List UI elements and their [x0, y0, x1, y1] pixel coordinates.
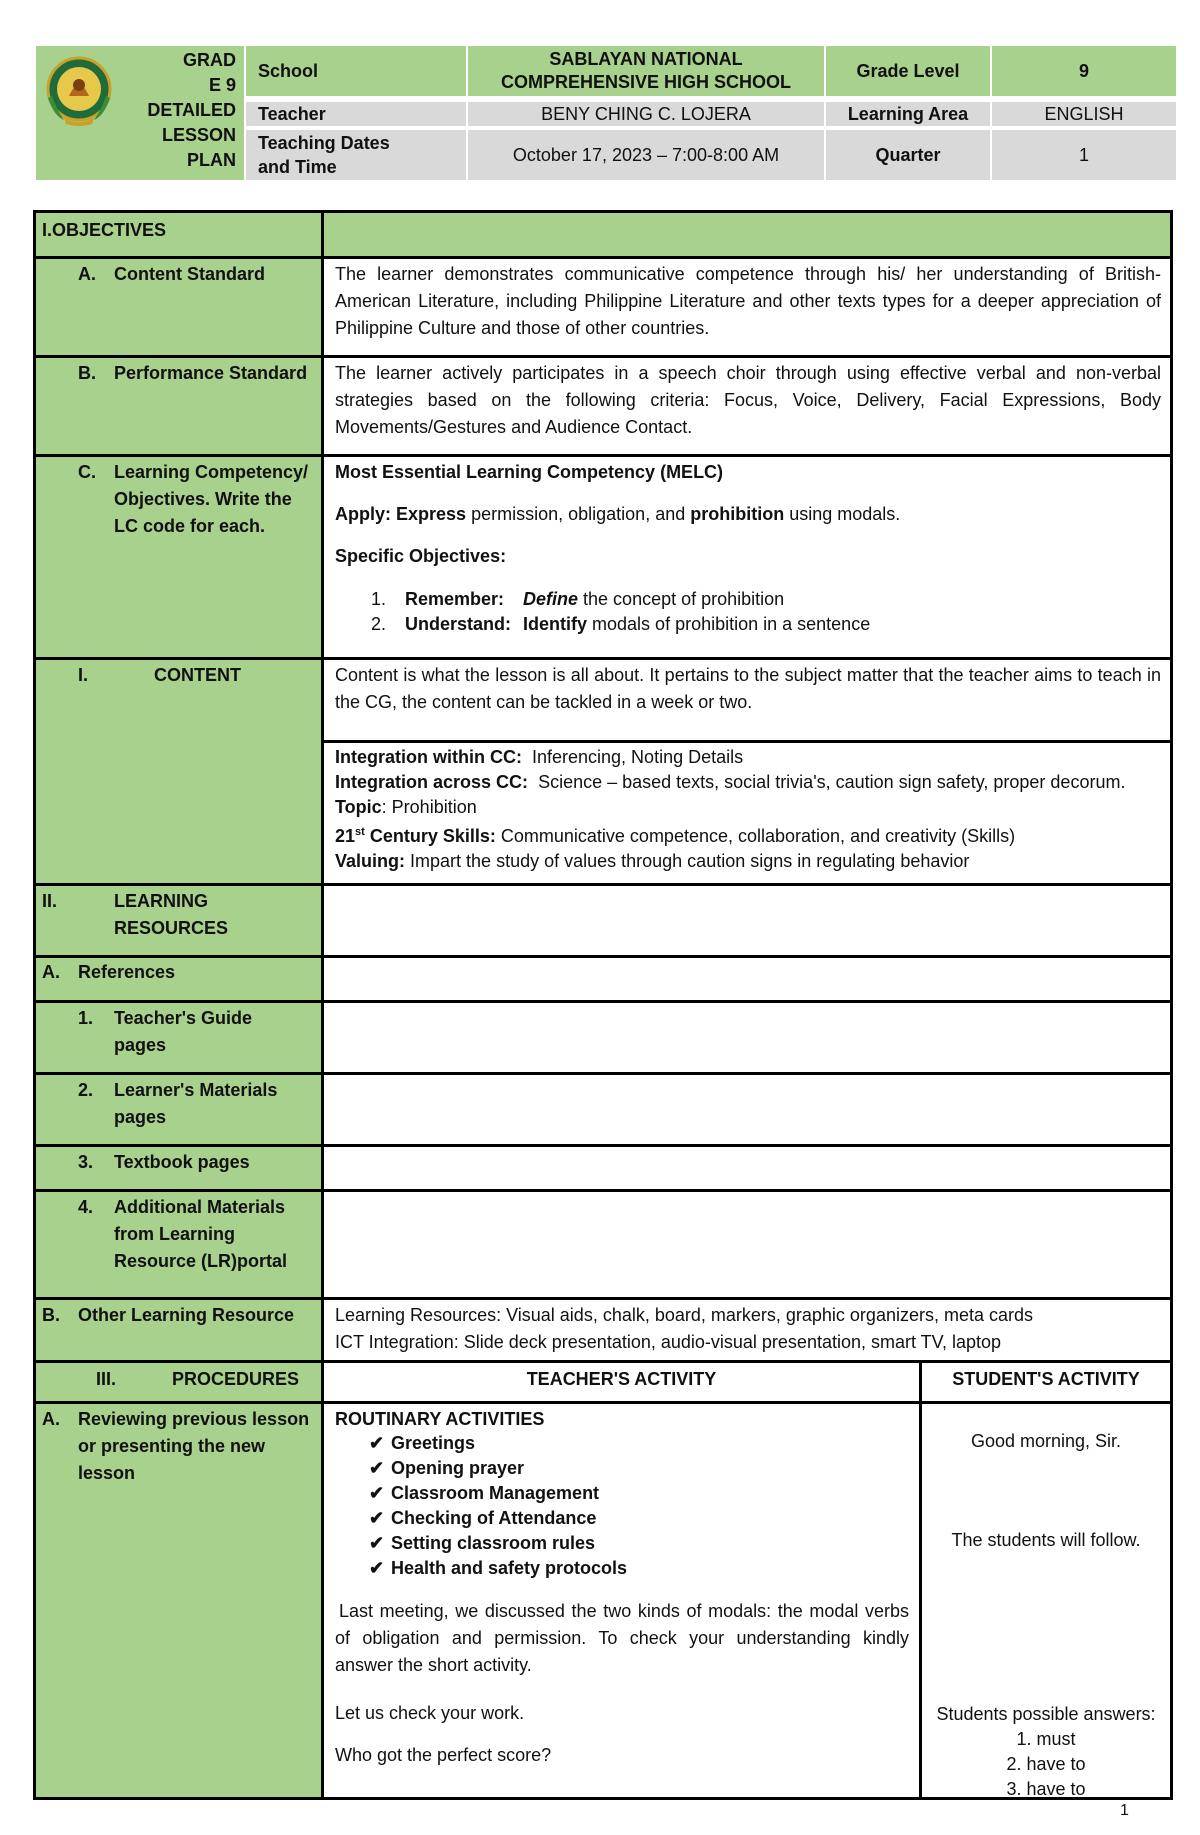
checkmark-icon: ✔	[369, 1483, 385, 1503]
lesson-plan-table	[33, 210, 1173, 1800]
century-skills: 21st Century Skills: Communicative competence, collaboration, and creativity (Skills)	[335, 826, 1016, 846]
melc-heading: Most Essential Learning Competency (MELC)	[335, 462, 724, 482]
routine-item: ✔ Greetings	[369, 1431, 627, 1456]
row-divider	[36, 355, 1170, 358]
teacher-value: BENY CHING C. LOJERA	[468, 102, 824, 126]
plan-title: GRAD E 9 DETAILED LESSON PLAN	[147, 50, 236, 170]
content-num: I.	[78, 665, 89, 685]
content-standard-num: A.	[78, 264, 96, 284]
row-divider	[36, 657, 1170, 660]
content-standard-text: The learner demonstrates communicative competence through his/ her understanding of British-American Literature, including Philippine Literature and other texts types for a deeper appreciation of Philippine Culture and those of other countries.	[335, 264, 1161, 338]
checkmark-icon: ✔	[369, 1533, 385, 1553]
school-seal-icon	[44, 52, 114, 126]
textbook-label: Textbook pages	[114, 1152, 250, 1172]
school-label: School	[246, 46, 466, 96]
quarter-value: 1	[992, 130, 1176, 180]
student-follow: The students will follow.	[951, 1530, 1141, 1550]
content-integration-block	[335, 745, 1125, 874]
resources-label: LEARNING RESOURCES	[114, 891, 229, 938]
checkmark-icon: ✔	[369, 1558, 385, 1578]
teaching-dates-value: October 17, 2023 – 7:00-8:00 AM	[468, 130, 824, 180]
teacher-label: Teacher	[246, 102, 466, 126]
additional-materials-label: Additional Materials from Learning Resource (LR)portal	[114, 1197, 288, 1271]
grade-level-value: 9	[992, 46, 1176, 96]
procedures-num: III.	[96, 1369, 117, 1389]
reviewing-label: Reviewing previous lesson or presenting the new lesson	[78, 1409, 310, 1483]
routine-item: ✔ Setting classroom rules	[369, 1531, 627, 1556]
other-resource-text: Learning Resources: Visual aids, chalk, board, markers, graphic organizers, meta cards ICT Integration: Slide deck presentation, audio-visual presentation, smart TV, laptop	[335, 1305, 1034, 1352]
reviewing-num: A.	[42, 1409, 60, 1429]
header-title-cell	[36, 46, 244, 180]
row-divider	[36, 1072, 1170, 1075]
performance-standard-text: The learner actively participates in a speech choir through using effective verbal and non-verbal strategies based on the following criteria: Focus, Voice, Delivery, Facial Expressions, Body Movements/Gestures and Audience Contact.	[335, 363, 1161, 437]
routine-item: ✔ Health and safety protocols	[369, 1556, 627, 1581]
school-name: SABLAYAN NATIONAL COMPREHENSIVE HIGH SCHOOL	[468, 46, 824, 96]
row-divider	[36, 256, 1170, 259]
teachers-guide-num: 1.	[78, 1008, 94, 1028]
teaching-dates-label: Teaching Dates and Time	[246, 130, 466, 180]
specific-objective-item: 2. Understand: Identify modals of prohibition in a sentence	[371, 614, 871, 634]
learners-materials-label: Learner's Materials pages	[114, 1080, 278, 1127]
integration-within: Integration within CC: Inferencing, Noting Details	[335, 747, 744, 767]
integration-across: Integration across CC: Science – based texts, social trivia's, caution sign safety, proper decorum.	[335, 772, 1126, 792]
learning-competency-num: C.	[78, 462, 96, 482]
additional-materials-num: 4.	[78, 1197, 94, 1217]
row-divider	[36, 1144, 1170, 1147]
learning-area-label: Learning Area	[826, 102, 990, 126]
content-label: CONTENT	[154, 665, 241, 685]
references-num: A.	[42, 962, 60, 982]
student-activity-header: STUDENT'S ACTIVITY	[952, 1369, 1140, 1389]
resources-num: II.	[42, 891, 58, 911]
checkmark-icon: ✔	[369, 1433, 385, 1453]
routinary-heading: ROUTINARY ACTIVITIES	[335, 1409, 545, 1429]
valuing: Valuing: Impart the study of values through caution signs in regulating behavior	[335, 851, 970, 871]
apply-objective: Apply: Express permission, obligation, and prohibition using modals.	[335, 504, 901, 524]
page-number: 1	[1120, 1802, 1129, 1819]
routine-item: ✔ Checking of Attendance	[369, 1506, 627, 1531]
student-answers: Students possible answers: 1. must 2. have to 3. have to	[936, 1704, 1156, 1799]
checkmark-icon: ✔	[369, 1458, 385, 1478]
performance-standard-label: Performance Standard	[114, 363, 308, 383]
row-divider	[36, 955, 1170, 958]
content-description: Content is what the lesson is all about. It pertains to the subject matter that the teacher aims to teach in the CG, the content can be tackled in a week or two.	[335, 665, 1161, 712]
routine-item: ✔ Classroom Management	[369, 1481, 627, 1506]
row-divider	[36, 1401, 1170, 1404]
specific-objectives-heading: Specific Objectives:	[335, 546, 507, 566]
specific-objective-item: 1. Remember: Define the concept of prohibition	[371, 589, 785, 609]
row-divider	[36, 1297, 1170, 1300]
row-divider	[324, 740, 1170, 743]
grade-level-label: Grade Level	[826, 46, 990, 96]
row-divider	[36, 454, 1170, 457]
row-divider	[36, 1360, 1170, 1363]
performance-standard-num: B.	[78, 363, 96, 383]
objectives-heading: I.OBJECTIVES	[42, 220, 167, 240]
routine-item: ✔ Opening prayer	[369, 1456, 627, 1481]
review-text: Last meeting, we discussed the two kinds of modals: the modal verbs of obligation and permission. To check your understanding kindly answer the short activity.	[335, 1601, 909, 1675]
objectives-heading-fill	[324, 213, 1170, 256]
references-label: References	[78, 962, 176, 982]
routinary-list	[369, 1431, 627, 1581]
header-table	[36, 46, 1176, 180]
row-divider	[36, 1000, 1170, 1003]
other-resource-label: Other Learning Resource	[78, 1305, 295, 1325]
topic: Topic: Prohibition	[335, 797, 477, 817]
teachers-guide-label: Teacher's Guide pages	[114, 1008, 252, 1055]
learning-competency-label: Learning Competency/ Objectives. Write the LC code for each.	[114, 462, 309, 536]
content-standard-label: Content Standard	[114, 264, 265, 284]
procedures-label: PROCEDURES	[172, 1369, 300, 1389]
check-work-text: Let us check your work.	[335, 1703, 525, 1723]
quarter-label: Quarter	[826, 130, 990, 180]
student-greeting: Good morning, Sir.	[970, 1431, 1122, 1451]
learners-materials-num: 2.	[78, 1080, 94, 1100]
row-divider	[36, 883, 1170, 886]
other-resource-num: B.	[42, 1305, 60, 1325]
perfect-score-text: Who got the perfect score?	[335, 1745, 552, 1765]
textbook-num: 3.	[78, 1152, 94, 1172]
checkmark-icon: ✔	[369, 1508, 385, 1528]
teacher-activity-header: TEACHER'S ACTIVITY	[526, 1369, 717, 1389]
learning-area-value: ENGLISH	[992, 102, 1176, 126]
row-divider	[36, 1189, 1170, 1192]
column-divider	[321, 213, 324, 1797]
